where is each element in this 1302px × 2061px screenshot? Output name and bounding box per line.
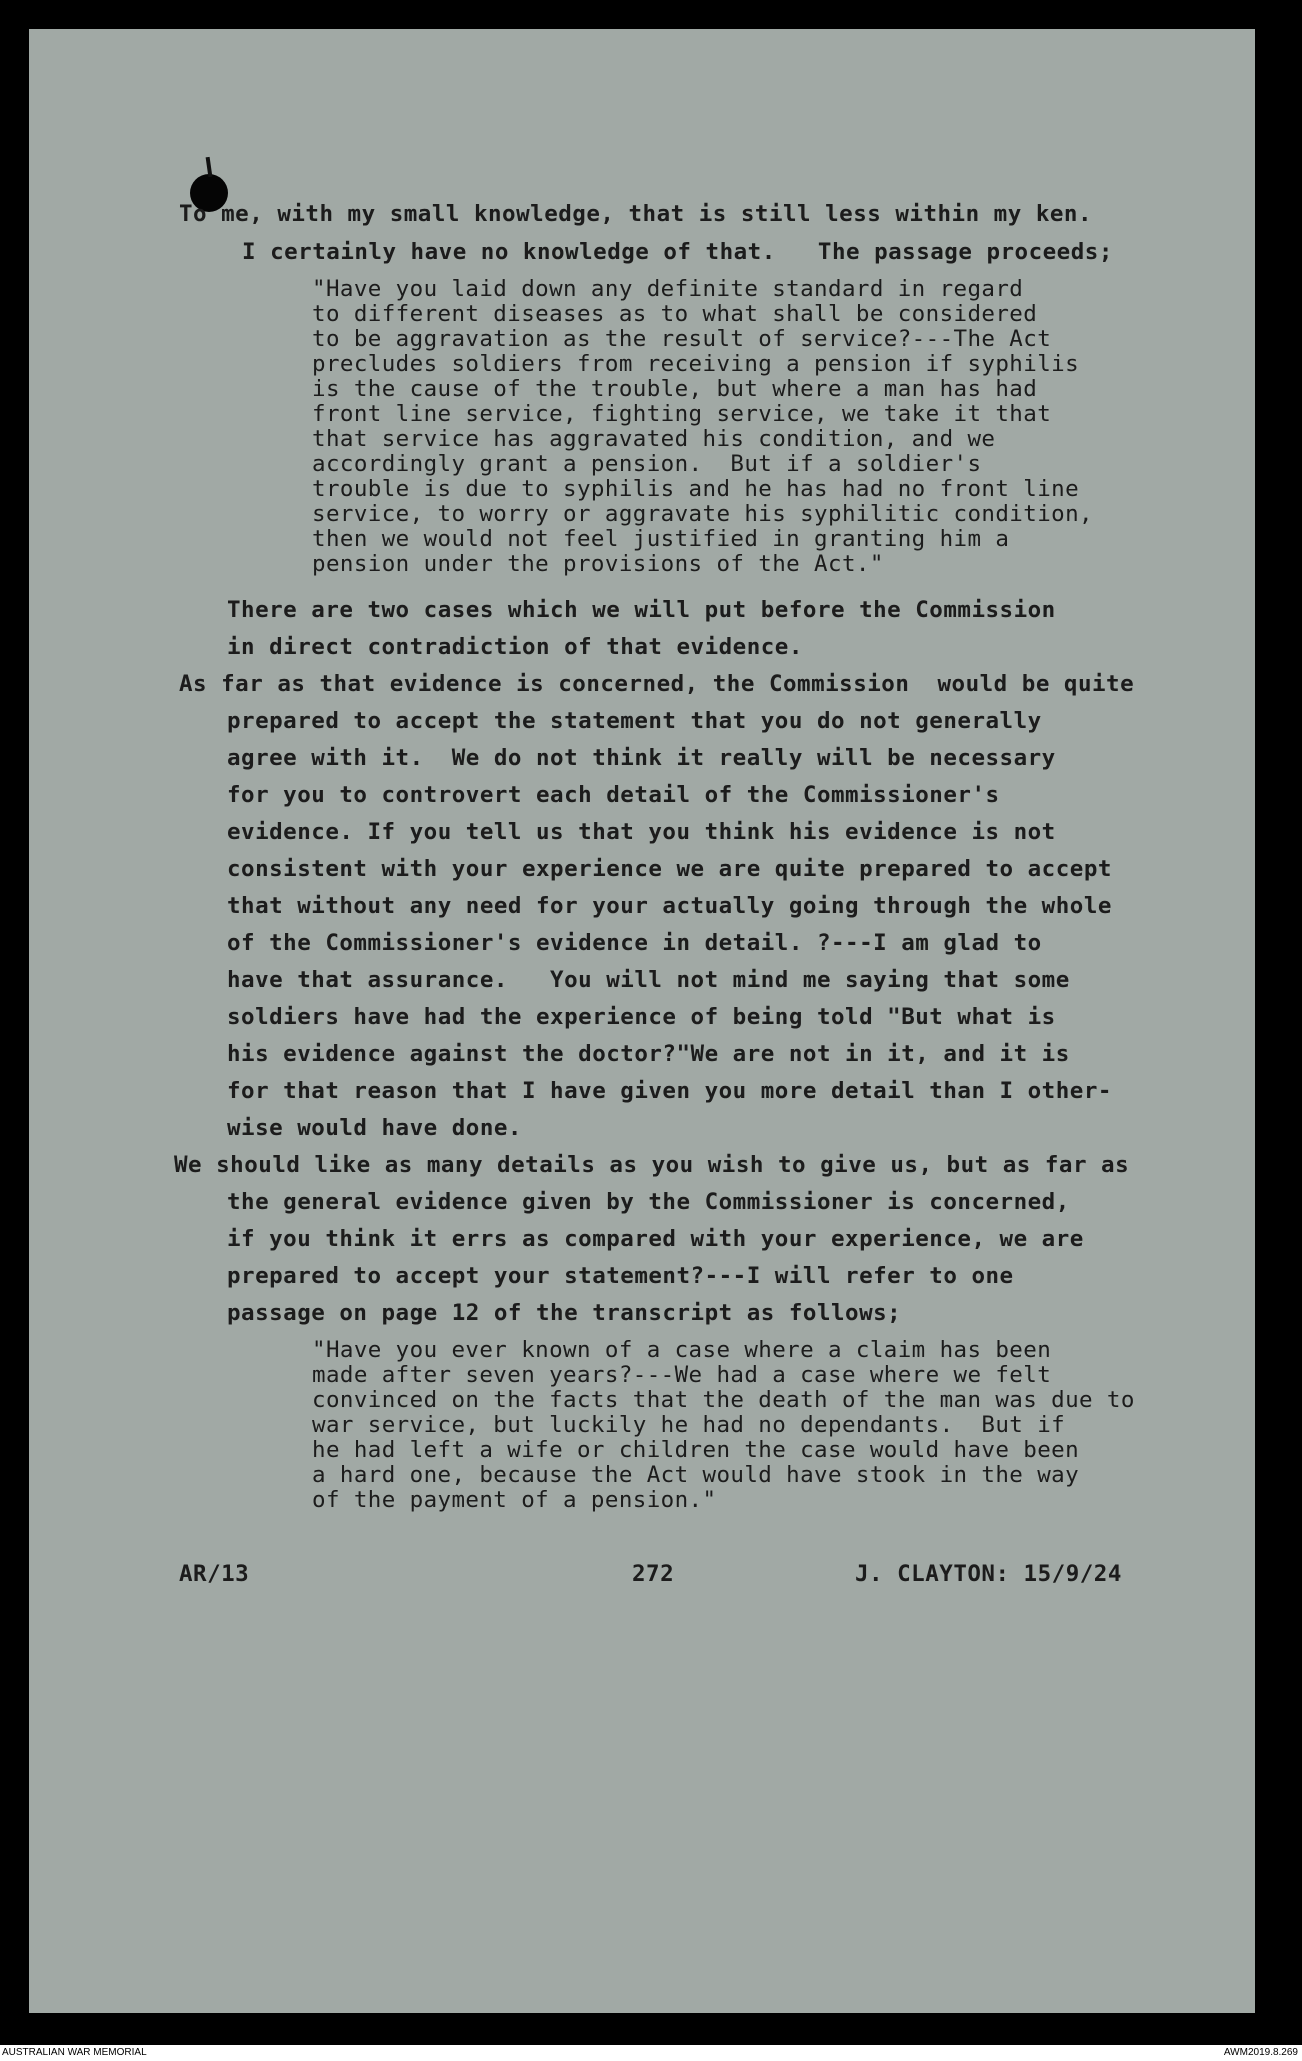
text-line: if you think it errs as compared with your experience, we are	[227, 1226, 1084, 1252]
text-line: There are two cases which we will put before the Commission	[227, 597, 1056, 623]
text-line: have that assurance. You will not mind me saying that some	[227, 967, 1070, 993]
text-line: his evidence against the doctor?"We are not in it, and it is	[227, 1041, 1070, 1067]
quote-line: precludes soldiers from receiving a pension if syphilis	[312, 351, 1080, 377]
quote-line: to different diseases as to what shall be considered	[312, 301, 1038, 327]
quote-line: made after seven years?---We had a case where we felt	[312, 1362, 1052, 1388]
quote-line: to be aggravation as the result of service?---The Act	[312, 326, 1052, 352]
text-line: consistent with your experience we are quite prepared to accept	[227, 856, 1112, 882]
quote-line: is the cause of the trouble, but where a man has had	[312, 376, 1038, 402]
quote-line: war service, but luckily he had no dependants. But if	[312, 1412, 1066, 1438]
quote-line: trouble is due to syphilis and he has had no front line	[312, 476, 1080, 502]
archive-id: AWM2019.8.269	[1223, 2047, 1298, 2058]
text-line: prepared to accept your statement?---I will refer to one	[227, 1263, 1014, 1289]
text-line: evidence. If you tell us that you think his evidence is not	[227, 819, 1056, 845]
text-line: As far as that evidence is concerned, the Commission would be quite	[179, 671, 1135, 697]
text-line: To me, with my small knowledge, that is still less within my ken.	[179, 201, 1092, 227]
footer-ref: AR/13	[179, 1561, 250, 1587]
text-line: agree with it. We do not think it really will be necessary	[227, 745, 1056, 771]
text-line: prepared to accept the statement that you do not generally	[227, 708, 1042, 734]
text-line: for you to controvert each detail of the Commissioner's	[227, 782, 1000, 808]
quote-line: pension under the provisions of the Act."	[312, 551, 884, 577]
quote-line: service, to worry or aggravate his syphilitic condition,	[312, 501, 1093, 527]
quote-line: he had left a wife or children the case would have been	[312, 1437, 1080, 1463]
text-line: the general evidence given by the Commissioner is concerned,	[227, 1189, 1070, 1215]
quote-line: "Have you ever known of a case where a claim has been	[312, 1337, 1052, 1363]
text-line: I certainly have no knowledge of that. The passage proceeds;	[242, 239, 1113, 265]
quote-line: front line service, fighting service, we take it that	[312, 401, 1052, 427]
text-line: in direct contradiction of that evidence.	[227, 634, 803, 660]
quote-line: of the payment of a pension."	[312, 1487, 717, 1513]
quote-line: then we would not feel justified in granting him a	[312, 526, 1010, 552]
quote-line: a hard one, because the Act would have stook in the way	[312, 1462, 1080, 1488]
text-line: wise would have done.	[227, 1115, 522, 1141]
text-line: We should like as many details as you wish to give us, but as far as	[174, 1152, 1130, 1178]
document-page	[29, 29, 1255, 2013]
text-line: soldiers have had the experience of being told "But what is	[227, 1004, 1056, 1030]
text-line: that without any need for your actually going through the whole	[227, 893, 1112, 919]
text-line: of the Commissioner's evidence in detail. ?---I am glad to	[227, 930, 1042, 956]
archive-footer	[0, 2045, 1302, 2061]
witness-date: J. CLAYTON: 15/9/24	[855, 1561, 1122, 1587]
archive-name: AUSTRALIAN WAR MEMORIAL	[2, 2047, 147, 2058]
page-number: 272	[632, 1561, 675, 1587]
quote-line: that service has aggravated his condition, and we	[312, 426, 996, 452]
quote-line: "Have you laid down any definite standard in regard	[312, 276, 1024, 302]
quote-line: convinced on the facts that the death of the man was due to	[312, 1387, 1135, 1413]
text-line: for that reason that I have given you more detail than I other-	[227, 1078, 1112, 1104]
quote-line: accordingly grant a pension. But if a soldier's	[312, 451, 982, 477]
text-line: passage on page 12 of the transcript as follows;	[227, 1300, 902, 1326]
